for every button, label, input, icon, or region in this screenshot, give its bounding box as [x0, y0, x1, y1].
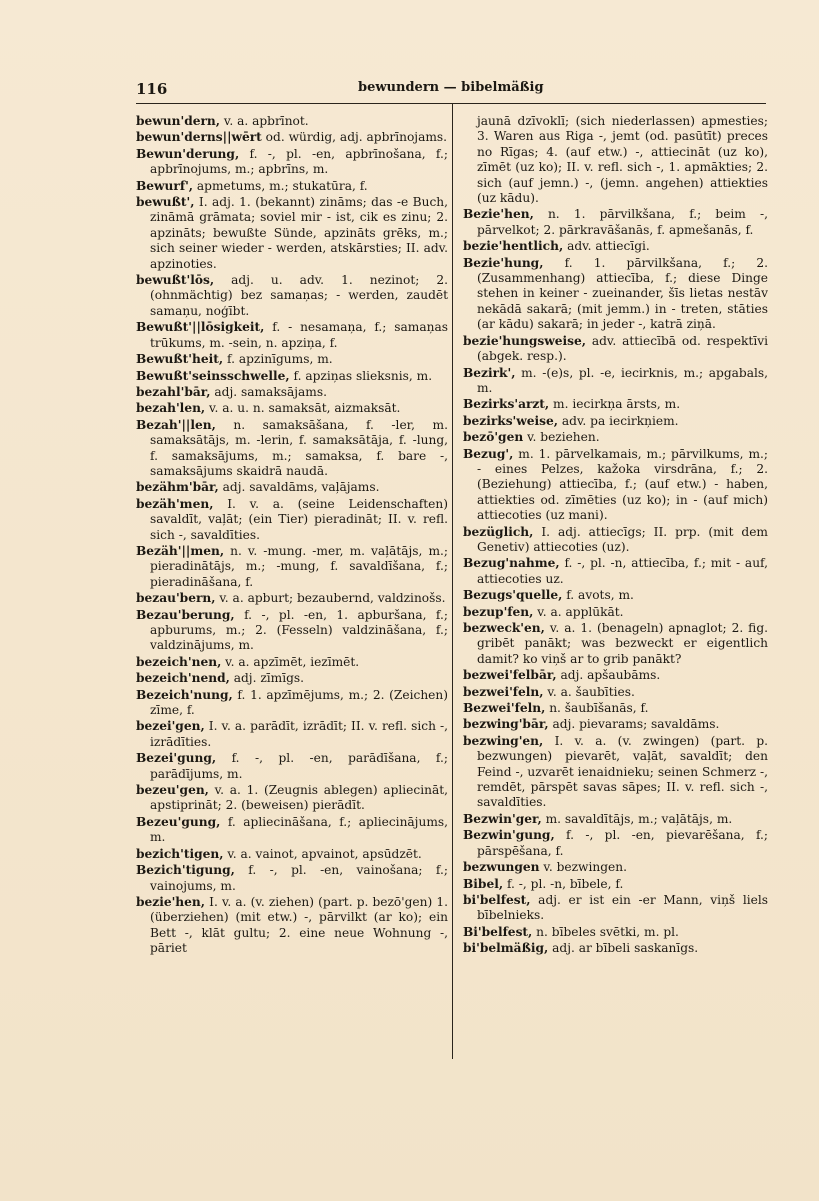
entry-headword: bezeu'gen,	[136, 783, 209, 798]
entry-headword: bezahl'bār,	[136, 384, 211, 399]
left-column	[136, 114, 448, 958]
entry-headword: Bezug'nahme,	[463, 556, 560, 571]
entry-definition: f. -, pl. -n, attiecība, f.; mit - auf, attiecoties uz.	[477, 556, 768, 586]
entry-headword: Bezug',	[463, 446, 514, 461]
entry-headword: bezweck'en,	[463, 621, 545, 635]
entry-definition: v. a. vainot, apvainot, apsūdzēt.	[223, 846, 422, 861]
entry-headword: Bezah'||len,	[136, 417, 216, 432]
entry-headword: bezirks'weise,	[463, 413, 559, 428]
entry-definition: f. 1. pārvilkšana, f.; 2. (Zusammenhang) attiecība, f.; diese Dinge stehen in keiner - zueinander, šīs lietas nestāv nekādā sakarā; (mit jemm.) in - treten, stāties (ar kādu) sakarā; in jeder -, katrā ziņā.	[477, 255, 768, 332]
entry-headword: bezie'hen,	[136, 894, 206, 909]
dictionary-entry	[463, 588, 768, 603]
entry-headword: Bi'belfest,	[463, 924, 533, 939]
entry-headword: bi'belfest,	[463, 892, 531, 907]
entry-headword: Bewußt'||lōsigkeit,	[136, 320, 265, 335]
page-number: 116	[136, 80, 168, 98]
dictionary-entry	[136, 147, 448, 178]
dictionary-entry	[463, 621, 768, 667]
entry-definition: I. v. a. (v. ziehen) (part. p. bezō'gen) 1. (überziehen) (mit etw.) -, pārvilkt (ar ko); ein Bett -, klāt gultu; 2. eine neue Wohnung -, pāriet	[150, 894, 448, 956]
entry-definition: v. bezwingen.	[539, 860, 627, 875]
entry-definition: f. 1. apzīmējums, m.; 2. (Zeichen) zīme, f.	[150, 687, 448, 718]
entry-headword: bezeich'nend,	[136, 671, 230, 686]
entry-definition: v. a. 1. (Zeugnis ablegen) apliecināt, apstiprināt; 2. (beweisen) pierādīt.	[150, 783, 448, 813]
entry-headword: Bezugs'quelle,	[463, 588, 563, 603]
dictionary-entry	[136, 783, 448, 814]
dictionary-entry	[136, 195, 448, 272]
entry-headword: Bewurf',	[136, 178, 194, 193]
entry-definition: adv. pa iecirkņiem.	[558, 413, 679, 428]
header-rule	[136, 103, 766, 104]
entry-definition: m. -(e)s, pl. -e, iecirknis, m.; apgabals, m.	[477, 365, 768, 395]
entry-headword: bezeich'nen,	[136, 654, 222, 669]
page-header	[136, 80, 766, 102]
entry-headword: bezie'hungsweise,	[463, 333, 587, 348]
running-head: bewundern — bibelmäßig	[358, 80, 544, 95]
dictionary-entry	[136, 179, 448, 194]
entry-headword: Bezirks'arzt,	[463, 397, 550, 412]
entry-definition: adj. pievarams; savaldāms.	[548, 717, 720, 732]
entry-definition: n. bībeles svētki, m. pl.	[532, 924, 679, 939]
entry-headword: bewun'dern,	[136, 114, 221, 128]
dictionary-entry	[136, 130, 448, 145]
entry-headword: Bezirk',	[463, 365, 516, 380]
entry-definition: f. -, pl. -en, vainošana; f.; vainojums, m.	[150, 863, 448, 893]
dictionary-entry	[136, 719, 448, 750]
entry-headword: bezup'fen,	[463, 604, 534, 619]
dictionary-entry	[136, 401, 448, 416]
dictionary-entry	[463, 605, 768, 620]
dictionary-entry	[136, 815, 448, 846]
dictionary-entry	[136, 418, 448, 480]
entry-definition: I. adj. attiecīgs; II. prp. (mit dem Genetiv) attiecoties (uz).	[477, 524, 768, 554]
entry-headword: bezei'gen,	[136, 719, 205, 734]
entry-definition: n. samaksāšana, f. -ler, m. samaksātājs, m. -lerin, f. samaksātāja, f. -lung, f. samaksājums, m.; samaksa, f. bare -, samaksājums skaidrā naudā.	[150, 417, 448, 478]
right-column	[463, 114, 768, 958]
entry-headword: Bewun'derung,	[136, 146, 240, 161]
entry-headword: Bewußt'seinsschwelle,	[136, 368, 290, 383]
dictionary-entry	[136, 847, 448, 862]
entry-definition: m. savaldītājs, m.; vaļātājs, m.	[541, 811, 733, 826]
dictionary-entry	[463, 556, 768, 587]
dictionary-entry	[463, 414, 768, 429]
dictionary-entry	[463, 812, 768, 827]
entry-definition: I. adj. 1. (bekannt) zināms; das -e Buch, zināmā grāmata; soviel mir - ist, cik es zinu; 2. apzināts; bewußte Sünde, apzināts grēks, m.; sich seiner wieder - werden, atskārsties; II. adv. apzinoties.	[150, 195, 448, 271]
entry-definition: adv. attiecīgi.	[563, 239, 650, 254]
entry-headword: Bewußt'heit,	[136, 352, 224, 367]
dictionary-entry	[463, 334, 768, 365]
entry-headword: Bezwei'feln,	[463, 701, 546, 716]
entry-headword: bezäh'men,	[136, 496, 214, 511]
entry-headword: bezähm'bār,	[136, 480, 219, 495]
entry-definition: adj. samaksājams.	[210, 384, 327, 399]
entry-headword: bezah'len,	[136, 401, 206, 416]
entry-headword: Bezie'hen,	[463, 207, 534, 222]
dictionary-entry	[463, 734, 768, 811]
entry-definition: f. -, pl. -en, pievarēšana, f.; pārspēšana, f.	[477, 828, 768, 858]
entry-definition: adj. zīmīgs.	[229, 671, 305, 686]
dictionary-entry	[463, 701, 768, 716]
entry-definition: m. iecirkņa ārsts, m.	[549, 397, 681, 412]
entry-definition: n. šaubīšanās, f.	[545, 701, 649, 716]
entry-definition: I. v. a. (v. zwingen) (part. p. bezwungen) pievarēt, vaļāt, savaldīt; den Feind -, uzvarēt ienaidnieku; seinen Schmerz -, remdēt, pārspēt savas sāpes; II. v. refl. sich -, savaldīties.	[477, 733, 768, 810]
entry-definition: adj. apšaubāms.	[556, 668, 661, 683]
dictionary-entry	[136, 320, 448, 351]
entry-definition: v. a. šaubīties.	[543, 684, 635, 699]
dictionary-entry	[463, 941, 768, 956]
entry-headword: Bezeu'gung,	[136, 814, 221, 829]
dictionary-entry	[463, 828, 768, 859]
entry-definition: m. 1. pārvelkamais, m.; pārvilkums, m.; - eines Pelzes, kažoka virsdrāna, f.; 2. (Beziehung) attiecība, f.; (auf etw.) - haben, attiekties od. zīmēties (uz ko); in - (auf mich) attiecoties (uz mani).	[477, 446, 768, 523]
dictionary-entry	[463, 685, 768, 700]
entry-headword: Bibel,	[463, 876, 504, 891]
dictionary-entry	[136, 480, 448, 495]
dictionary-entry	[136, 895, 448, 957]
entry-definition: adj. er ist ein -er Mann, viņš liels bībelnieks.	[477, 892, 768, 923]
dictionary-entry	[463, 256, 768, 333]
entry-definition: v. a. apzīmēt, iezīmēt.	[221, 654, 360, 669]
entry-definition: I. v. a. (seine Leidenschaften) savaldīt, vaļāt; (ein Tier) pieradināt; II. v. refl. sich -, savaldīties.	[150, 496, 448, 542]
entry-headword: bewußt'lōs,	[136, 273, 215, 288]
dictionary-entry	[463, 366, 768, 397]
entry-definition: v. a. u. n. samaksāt, aizmaksāt.	[205, 401, 401, 416]
entry-headword: Bezeich'nung,	[136, 687, 233, 702]
entry-definition: v. beziehen.	[523, 430, 600, 445]
dictionary-entry	[463, 717, 768, 732]
entry-headword: bezwei'felbār,	[463, 668, 557, 683]
dictionary-entry	[463, 893, 768, 924]
dictionary-entry	[463, 397, 768, 412]
entry-definition: f. -, pl. -n, bībele, f.	[503, 876, 624, 891]
dictionary-entry	[463, 114, 768, 206]
entry-headword: bewun'derns||wērt	[136, 130, 262, 145]
dictionary-entry	[136, 385, 448, 400]
entry-definition: apmetums, m.; stukatūra, f.	[193, 178, 368, 193]
entry-headword: Bezwin'gung,	[463, 828, 555, 843]
entry-definition: f. avots, m.	[562, 588, 634, 603]
entry-definition: f. - nesamaņa, f.; samaņas trūkums, m. -sein, n. apziņa, f.	[150, 320, 448, 350]
entry-headword: Bezich'tigung,	[136, 863, 235, 878]
entry-headword: bezich'tigen,	[136, 846, 224, 861]
entry-definition: n. v. -mung. -mer, m. vaļātājs, m.; pieradinātājs, m.; -mung, f. savaldīšana, f.; pieradināšana, f.	[150, 543, 448, 589]
dictionary-entry	[136, 352, 448, 367]
dictionary-entry	[463, 860, 768, 875]
entry-headword: bezwei'feln,	[463, 684, 544, 699]
dictionary-entry	[136, 608, 448, 654]
dictionary-entry	[463, 430, 768, 445]
entry-headword: Bezie'hung,	[463, 255, 544, 270]
entry-definition: v. a. 1. (benageln) apnaglot; 2. fig. gribēt panākt; was bezweckt er eigentlich damit? ko viņš ar to grib panākt?	[477, 621, 768, 666]
dictionary-entry	[136, 671, 448, 686]
dictionary-entry	[463, 668, 768, 683]
dictionary-entry	[136, 369, 448, 384]
entry-definition: v. a. apbrīnot.	[220, 114, 309, 128]
entry-headword: bezie'hentlich,	[463, 239, 564, 254]
dictionary-entry	[136, 114, 448, 129]
entry-headword: bezau'bern,	[136, 591, 216, 606]
entry-headword: bewußt',	[136, 195, 195, 210]
dictionary-entry	[463, 925, 768, 940]
entry-headword: bezō'gen	[463, 430, 524, 445]
entry-definition: f. -, pl. -en, parādīšana, f.; parādījums, m.	[150, 751, 448, 781]
dictionary-entry	[136, 863, 448, 894]
dictionary-entry	[136, 655, 448, 670]
entry-definition: adj. u. adv. 1. nezinot; 2. (ohnmächtig) bez samaņas; - werden, zaudēt samaņu, noģībt.	[150, 273, 448, 318]
entry-headword: Bezäh'||men,	[136, 543, 225, 558]
entry-headword: bezwungen	[463, 860, 540, 875]
entry-definition: f. -, pl. -en, apbrīnošana, f.; apbrīnojums, m.; apbrīns, m.	[150, 146, 448, 177]
dictionary-entry	[136, 544, 448, 590]
entry-definition: f. apliecināšana, f.; apliecinājums, m.	[150, 814, 448, 845]
entry-definition: f. -, pl. -en, 1. apburšana, f.; apburums, m.; 2. (Fesseln) valdzināšana, f.; valdzinājums, m.	[150, 607, 448, 653]
entry-definition: f. apzinīgums, m.	[223, 352, 333, 367]
entry-definition: jaunā dzīvoklī; (sich niederlassen) apmesties; 3. Waren aus Riga -, jemt (od. pasūtīt) preces no Rīgas; 4. (auf etw.) -, attiecināt (uz ko), zīmēt (uz ko); II. v. refl. sich -, 1. apmākties; 2. sich (auf jemn.) -, (jemn. angehen) attiekties (uz kādu).	[477, 114, 768, 206]
entry-headword: Bezei'gung,	[136, 751, 217, 766]
dictionary-entry	[136, 497, 448, 543]
entry-headword: bi'belmäßig,	[463, 941, 549, 956]
entry-definition: f. apziņas slieksnis, m.	[289, 368, 433, 383]
dictionary-entry	[463, 447, 768, 524]
dictionary-entry	[463, 877, 768, 892]
entry-definition: od. würdig, adj. apbrīnojams.	[261, 130, 448, 145]
dictionary-entry	[463, 239, 768, 254]
column-divider	[452, 104, 453, 1059]
entry-headword: bezwing'en,	[463, 733, 544, 748]
entry-definition: v. a. applūkāt.	[533, 604, 624, 619]
dictionary-entry	[136, 273, 448, 319]
entry-definition: adv. attiecībā od. respektīvi (abgek. resp.).	[477, 333, 768, 364]
entry-headword: Bezwin'ger,	[463, 811, 542, 826]
entry-definition: v. a. apburt; bezaubernd, valdzinošs.	[215, 591, 446, 606]
entry-headword: bezwing'bār,	[463, 717, 549, 732]
dictionary-entry	[136, 591, 448, 606]
entry-definition: adj. ar bībeli saskanīgs.	[548, 941, 699, 956]
dictionary-entry	[136, 688, 448, 719]
dictionary-entry	[463, 207, 768, 238]
entry-headword: Bezau'berung,	[136, 607, 235, 622]
dictionary-entry	[463, 525, 768, 556]
entry-definition: I. v. a. parādīt, izrādīt; II. v. refl. sich -, izrādīties.	[150, 719, 448, 749]
entry-headword: bezüglich,	[463, 524, 534, 539]
entry-definition: adj. savaldāms, vaļājams.	[218, 480, 380, 495]
entry-definition: n. 1. pārvilkšana, f.; beim -, pārvelkot; 2. pārkravāšanās, f. apmešanās, f.	[477, 207, 768, 237]
dictionary-entry	[136, 751, 448, 782]
